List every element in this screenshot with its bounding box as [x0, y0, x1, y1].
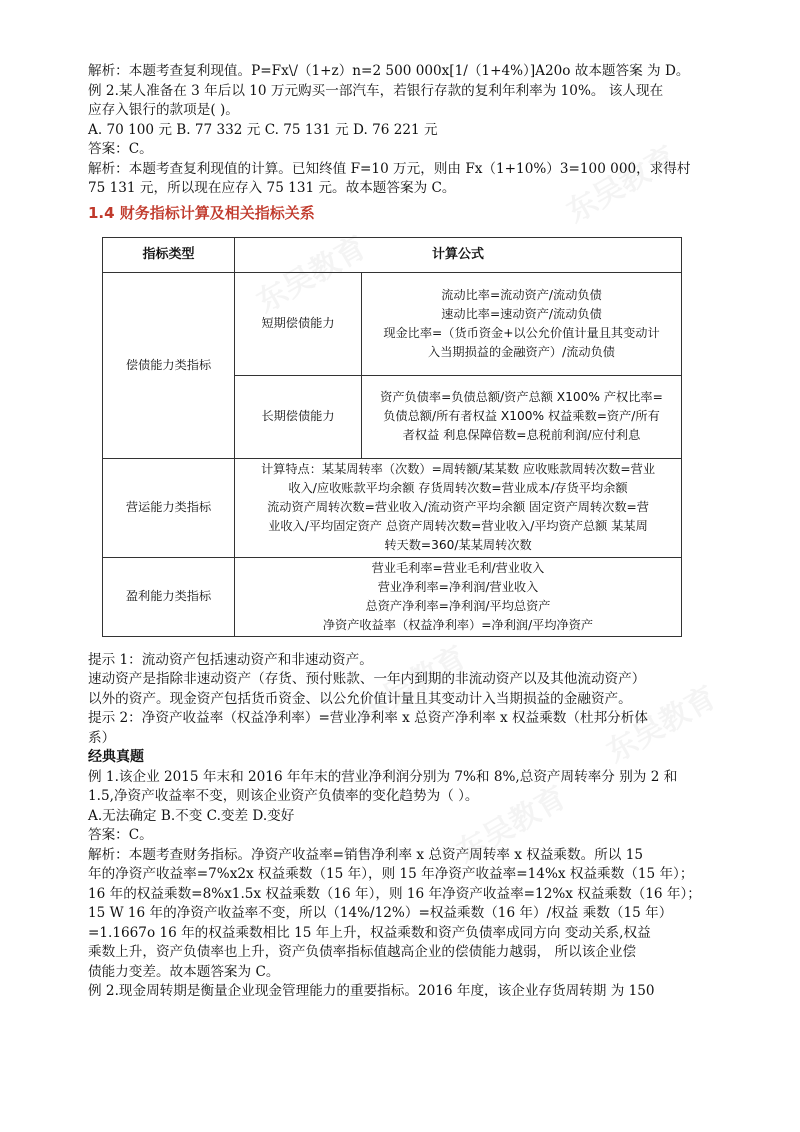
formula-cell: [235, 458, 682, 557]
text-line: 答案：C。: [88, 827, 153, 843]
formula-line: 营业毛利率=营业毛利/营业收入: [371, 560, 545, 575]
text-line: 1.5,净资产收益率不变，则该企业资产负债率的变化趋势为（ ）。: [88, 788, 479, 804]
formula-line: 流动比率=流动资产/流动负债: [441, 287, 602, 302]
watermark: 东吴教育: [351, 639, 473, 731]
text-line: 答案：C。: [88, 141, 153, 157]
classic-questions-heading: 经典真题: [88, 749, 144, 765]
text-line: 解析：本题考查财务指标。净资产收益率=销售净利率 x 总资产周转率 x 权益乘数。所以 15: [88, 846, 643, 863]
text-line: 解析：本题考查复利现值的计算。已知终值 F=10 万元，则由 Fx（1+10%）3=100 000，求得村: [88, 160, 691, 177]
formula-line: 负债总额/所有者权益 X100% 权益乘数=资产/所有: [383, 409, 660, 423]
formula-line: 现金比率=（货币资金+以公允价值计量且其变动计: [383, 325, 660, 340]
formula-line: 速动比率=速动资产/流动负债: [441, 306, 602, 321]
formula-cell: [235, 557, 682, 636]
formula-line: 净资产收益率（权益净利率）=净利润/平均净资产: [322, 617, 594, 632]
header-formula: 计算公式: [235, 237, 682, 272]
formula-line: 者权益 利息保障倍数=息税前利润/应付利息: [402, 428, 641, 442]
text-line: 应存入银行的款项是( )。: [88, 102, 239, 118]
section-heading: 1.4 财务指标计算及相关指标关系: [88, 203, 315, 222]
table-header-row: [103, 237, 682, 272]
watermark: 东吴教育: [251, 229, 373, 321]
text-line: 75 131 元，所以现在应存入 75 131 元。故本题答案为 C。: [88, 180, 456, 196]
text-line: =1.1667o 16 年的权益乘数相比 15 年上升，权益乘数和资产负债率成同方向 变动关系,权益: [88, 924, 651, 941]
formula-line: 营业净利率=净利润/营业收入: [377, 579, 539, 594]
header-indicator-type: 指标类型: [103, 237, 235, 272]
text-line: 提示 2：净资产收益率（权益净利率）=营业净利率 x 总资产净利率 x 权益乘数（杜邦分析体: [88, 710, 648, 726]
subcategory-cell: 长期偿债能力: [235, 375, 362, 458]
table-row: [103, 272, 682, 375]
bottom-paragraph: [88, 768, 712, 1002]
table-row: [103, 557, 682, 636]
text-line: A. 70 100 元 B. 77 332 元 C. 75 131 元 D. 76 221 元: [88, 121, 438, 138]
text-line: 债能力变差。故本题答案为 C。: [88, 963, 280, 980]
document-page: [88, 62, 712, 1002]
text-line: 速动资产是指除非速动资产（存货、预付账款、一年内到期的非流动资产以及其他流动资产）: [88, 671, 646, 687]
formula-line: 业收入/平均固定资产 总资产周转次数=营业收入/平均资产总额 某某周: [268, 519, 648, 533]
category-cell: 营运能力类指标: [103, 458, 235, 557]
text-line: 16 年的权益乘数=8%x1.5x 权益乘数（16 年），则 16 年净资产收益率=12%x 权益乘数（16 年）；: [88, 885, 701, 902]
text-line: 系）: [88, 729, 116, 746]
tips-paragraph: [88, 651, 712, 749]
text-line: 15 W 16 年的净资产收益率不变，所以（14%/12%）=权益乘数（16 年）/权益 乘数（15 年）: [88, 905, 673, 921]
text-line: 例 1.该企业 2015 年末和 2016 年年末的营业净利润分别为 7%和 8%,总资产周转率分 别为 2 和: [88, 768, 678, 785]
text-line: 年的净资产收益率=7%x2x 权益乘数（15 年），则 15 年净资产收益率=14%x 权益乘数（15 年）；: [88, 866, 694, 882]
table-row: [103, 458, 682, 557]
formula-line: 转天数=360/某某周转次数: [384, 538, 532, 552]
formula-cell: [362, 375, 682, 458]
text-line: 例 2.某人准备在 3 年后以 10 万元购买一部汽车，若银行存款的复利年利率为 10%。 该人现在: [88, 82, 664, 99]
watermark: 东吴教育: [561, 139, 683, 231]
text-line: 乘数上升，资产负债率也上升，资产负债率指标值越高企业的偿债能力越弱， 所以该企业偿: [88, 944, 637, 960]
formula-line: 资产负债率=负债总额/资产总额 X100% 产权比率=: [380, 390, 663, 404]
formula-line: 总资产净利率=净利润/平均总资产: [365, 598, 551, 613]
financial-indicator-table: [102, 237, 682, 637]
text-line: 例 2.现金周转期是衡量企业现金管理能力的重要指标。2016 年度，该企业存货周转期 为 150: [88, 983, 655, 999]
text-line: 以外的资产。现金资产包括货币资金、以公允价值计量且其变动计入当期损益的金融资产。: [88, 690, 632, 707]
watermark: 东吴教育: [601, 679, 723, 771]
formula-line: 收入/应收账款平均余额 存货周转次数=营业成本/存货平均余额: [288, 481, 628, 495]
watermark: 东吴教育: [451, 779, 573, 871]
category-cell: 盈利能力类指标: [103, 557, 235, 636]
formula-line: 流动资产周转次数=营业收入/流动资产平均余额 固定资产周转次数=营: [267, 500, 649, 514]
formula-line: 计算特点：某某周转率（次数）=周转额/某某数 应收账款周转次数=营业: [260, 462, 656, 476]
text-line: 解析：本题考查复利现值。P=Fx\/（1+z）n=2 500 000x[1/（1+4%）]A20o 故本题答案 为 D。: [88, 63, 690, 79]
formula-line: 入当期损益的金融资产）/流动负债: [428, 344, 615, 359]
top-paragraph: [88, 62, 712, 199]
formula-cell: [362, 272, 682, 375]
text-line: A.无法确定 B.不变 C.变差 D.变好: [88, 807, 295, 824]
category-cell: 偿债能力类指标: [103, 272, 235, 458]
text-line: 提示 1：流动资产包括速动资产和非速动资产。: [88, 651, 373, 668]
subcategory-cell: 短期偿债能力: [235, 272, 362, 375]
